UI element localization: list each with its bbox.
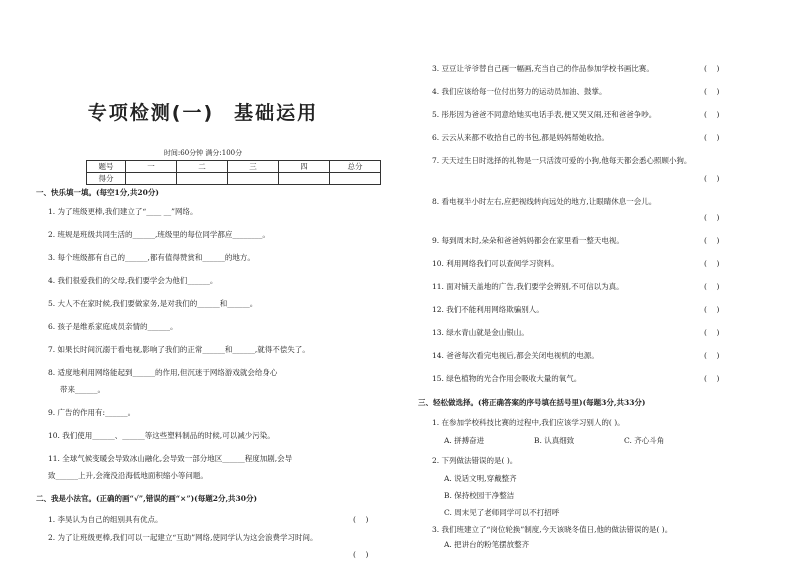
- judge-item: 3. 豆豆让爷爷替自己画一幅画,充当自己的作品参加学校书画比赛。: [432, 64, 654, 73]
- choice-option[interactable]: C. 齐心斗角: [624, 436, 665, 445]
- answer-parens[interactable]: ( ): [704, 236, 720, 245]
- question-item: 4. 我们很爱我们的父母,我们要学会为他们______。: [48, 276, 218, 285]
- exam-meta: 时间:60分钟 满分:100分: [163, 149, 243, 157]
- judge-item: 9. 每到周末时,朵朵和爸爸妈妈都会在家里看一整天电视。: [432, 236, 624, 245]
- choice-option[interactable]: A. 把讲台的粉笔摆放整齐: [444, 540, 530, 549]
- judge-item: 11. 面对铺天盖地的广告,我们要学会辨别,不可信以为真。: [432, 282, 624, 291]
- judge-item: 6. 云云从来都不收拾自己的书包,都是妈妈帮她收拾。: [432, 133, 609, 142]
- score-input[interactable]: [330, 173, 381, 185]
- score-cell: 总分: [330, 161, 381, 173]
- choice-question: 3. 我们班建立了“岗位轮换”制度,今天该晓冬值日,他的做法错误的是( )。: [432, 525, 673, 534]
- judge-item: 14. 爸爸每次看完电视后,都会关闭电视机的电源。: [432, 351, 599, 360]
- question-item: 5. 大人不在家时候,我们要做家务,是对我们的______和______。: [48, 299, 258, 308]
- judge-item: 1. 李昊认为自己的组别具有优点。: [48, 515, 163, 524]
- judge-item: 5. 彤彤因为爸爸不同意给她买电话手表,便又哭又闹,还和爸爸争吵。: [432, 110, 657, 119]
- answer-parens[interactable]: ( ): [704, 259, 720, 268]
- answer-parens[interactable]: ( ): [704, 174, 720, 183]
- score-input[interactable]: [126, 173, 177, 185]
- score-cell: 三: [228, 161, 279, 173]
- question-item: 7. 如果长时间沉溺于看电视,影响了我们的正常______和______,就得不偿失了。: [48, 345, 310, 354]
- judge-item: 12. 我们不能利用网络欺骗别人。: [432, 305, 544, 314]
- title-main: 专项检测(一): [87, 102, 215, 124]
- answer-parens[interactable]: ( ): [353, 550, 369, 559]
- answer-parens[interactable]: ( ): [704, 110, 720, 119]
- left-page: [8, 0, 398, 561]
- score-cell: 一: [126, 161, 177, 173]
- question-item: 3. 每个班级都有自己的______,都有值得赞赏和______的地方。: [48, 253, 255, 262]
- answer-parens[interactable]: ( ): [704, 328, 720, 337]
- answer-parens[interactable]: ( ): [704, 374, 720, 383]
- title-sub: 基础运用: [234, 102, 319, 124]
- choice-option[interactable]: C. 周末见了老师同学可以不打招呼: [444, 508, 560, 517]
- answer-parens[interactable]: ( ): [704, 282, 720, 291]
- choice-question: 2. 下列做法错误的是( )。: [432, 456, 518, 465]
- question-item: 1. 为了班级更棒,我们建立了“____ __”网络。: [48, 207, 198, 216]
- section-heading: 二、我是小法官。(正确的画“√”,错误的画“×”)(每题2分,共30分): [36, 494, 258, 503]
- score-cell: 四: [279, 161, 330, 173]
- question-item: 10. 我们使用______、______等这些塑料制品的时候,可以减少污染。: [48, 431, 275, 440]
- choice-option[interactable]: A. 拼搏奋进: [444, 436, 485, 445]
- score-label: 得分: [87, 173, 126, 185]
- choice-option[interactable]: B. 认真细致: [534, 436, 575, 445]
- score-input[interactable]: [177, 173, 228, 185]
- answer-parens[interactable]: ( ): [704, 87, 720, 96]
- score-input[interactable]: [228, 173, 279, 185]
- question-item: 2. 班规是班级共同生活的______,班级里的每位同学都应________。: [48, 230, 270, 239]
- question-item: 9. 广告的作用有:______。: [48, 408, 136, 417]
- score-table: [86, 160, 381, 185]
- choice-question: 1. 在参加学校科技比赛的过程中,我们应该学习别人的( )。: [432, 418, 625, 427]
- score-table-row: [87, 173, 381, 185]
- section-heading: 一、快乐填一填。(每空1分,共20分): [36, 188, 159, 197]
- judge-item: 2. 为了让班级更棒,我们可以一起建立“互助”网络,使同学认为这会浪费学习时间。: [48, 533, 318, 542]
- question-item: 8. 适度地利用网络能起到______的作用,但沉迷于网络游戏就会给身心: [48, 368, 278, 377]
- judge-item: 4. 我们应该给每一位付出努力的运动员加油、鼓掌。: [432, 87, 607, 96]
- answer-parens[interactable]: ( ): [704, 64, 720, 73]
- score-cell: 二: [177, 161, 228, 173]
- judge-item: 10. 利用网络我们可以查阅学习资料。: [432, 259, 559, 268]
- right-page: [404, 0, 794, 561]
- question-item: 11. 全球气候变暖会导致冰山融化,会导致一部分地区______程度加剧,会导: [48, 454, 293, 463]
- answer-parens[interactable]: ( ): [704, 133, 720, 142]
- question-item-continued: 致______上升,会淹没沿海低地面积缩小等问题。: [48, 471, 208, 480]
- judge-item: 7. 天天过生日时选择的礼物是一只活泼可爱的小狗,他每天都会悉心照顾小狗。: [432, 156, 692, 165]
- judge-item: 15. 绿色植物的光合作用会吸收大量的氧气。: [432, 374, 582, 383]
- choice-option[interactable]: A. 说话文明,穿戴整齐: [444, 474, 517, 483]
- choice-option[interactable]: B. 保持校园干净整洁: [444, 491, 515, 500]
- judge-item: 8. 看电视半小时左右,应把视线转向远处的地方,让眼睛休息一会儿。: [432, 197, 657, 206]
- question-item-continued: 带来______。: [60, 385, 105, 394]
- score-input[interactable]: [279, 173, 330, 185]
- answer-parens[interactable]: ( ): [704, 213, 720, 222]
- judge-item: 13. 绿水青山就是金山银山。: [432, 328, 529, 337]
- score-cell: 题号: [87, 161, 126, 173]
- section-heading: 三、轻松做选择。(将正确答案的序号填在括号里)(每题3分,共33分): [418, 398, 646, 407]
- page-title: [8, 98, 398, 125]
- answer-parens[interactable]: ( ): [704, 305, 720, 314]
- score-table-header: [87, 161, 381, 173]
- answer-parens[interactable]: ( ): [704, 351, 720, 360]
- answer-parens[interactable]: ( ): [353, 515, 369, 524]
- question-item: 6. 孩子是维系家庭成员亲情的______。: [48, 322, 178, 331]
